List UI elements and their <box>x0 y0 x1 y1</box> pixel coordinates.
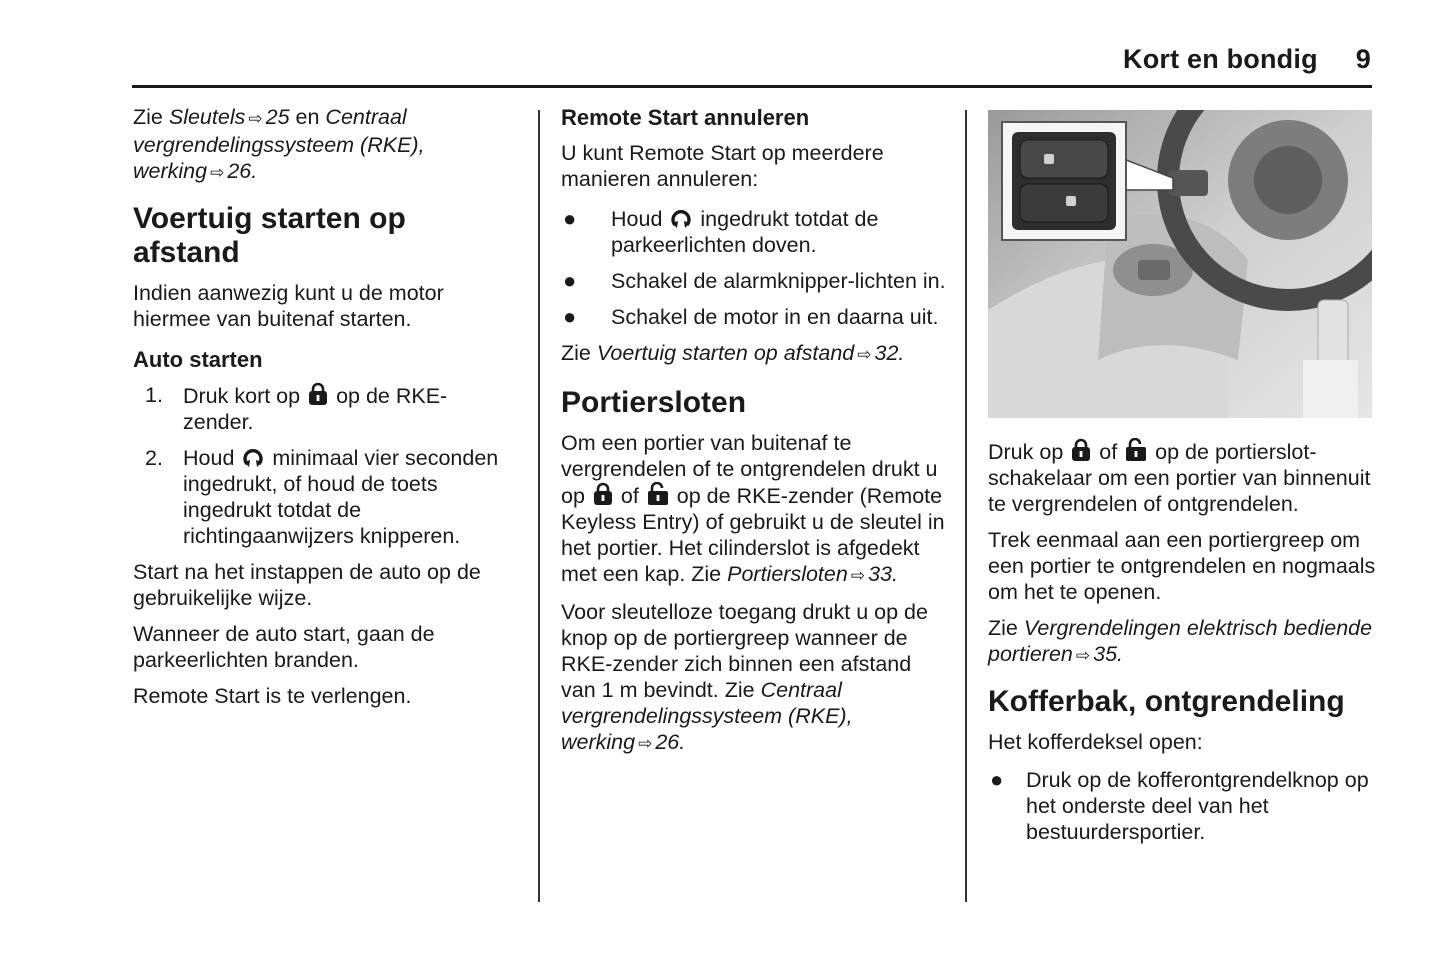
column-divider <box>965 110 967 902</box>
column-divider <box>538 110 540 902</box>
page-ref-arrow-icon: ⇨ <box>638 734 653 753</box>
unlock-icon <box>647 482 669 506</box>
section-heading-portiersloten: Portiersloten <box>561 386 747 419</box>
cancel-item-3: ● Schakel de motor in en daarna uit. <box>563 304 939 329</box>
page-number: 9 <box>1355 44 1371 74</box>
subheading-remote-annuleren: Remote Start annuleren <box>561 105 810 130</box>
paragraph-when-start: Wanneer de auto start, gaan de parkeerlichten branden. <box>133 622 435 672</box>
page-ref-arrow-icon: ⇨ <box>210 163 225 182</box>
start-steps <box>133 382 503 549</box>
remote-start-reference: Zie Voertuig starten op afstand ⇨ 32. <box>561 341 905 365</box>
intro-reference: Zie Sleutels ⇨ 25 en Centraal vergrendelingssysteem (RKE), werking ⇨ 26. <box>133 105 425 183</box>
cancel-item-1: ● Houd ingedrukt totdat de parkeerlichten doven. <box>563 206 879 257</box>
page-ref-arrow-icon: ⇨ <box>850 566 866 585</box>
paragraph-locks: Om een portier van buitenaf te vergrendelen of te ontgrendelen drukt u op of op de RKE-zender (Remote Keyless Entry) of gebruikt u de sleutel in het portier. Het cilinderslot is afgedekt met een kap. Zie Portiersloten ⇨ 33. <box>561 431 945 586</box>
trunk-list <box>988 767 1378 845</box>
running-header <box>1123 44 1371 75</box>
subheading-auto-starten: Auto starten <box>133 347 263 372</box>
section-heading-kofferbak: Kofferbak, ontgrendeling <box>988 685 1345 718</box>
cancel-item-2: ● Schakel de alarmknipper-lichten in. <box>563 268 946 293</box>
page-ref-arrow-icon: ⇨ <box>248 109 263 128</box>
paragraph-cancel: U kunt Remote Start op meerdere manieren annuleren: <box>561 141 884 191</box>
paragraph-remote-intro: Indien aanwezig kunt u de motor hiermee van buitenaf starten. <box>133 281 444 331</box>
step-1: 1. Druk kort op op de RKE-zender. <box>145 383 448 434</box>
step-2: 2. Houd minimaal vier seconden ingedrukt, of houd de toets ingedrukt totdat de richtingaanwijzers knipperen. <box>145 446 499 548</box>
door-panel-illustration <box>988 110 1372 418</box>
lock-icon <box>593 482 613 506</box>
paragraph-press: Druk op of op de portierslot-schakelaar om een portier van binnenuit te vergrendelen of ontgrendelen. <box>988 440 1371 516</box>
door-lock-switch-photo <box>988 110 1372 418</box>
section-heading-remote-start: Voertuig starten op afstand <box>133 202 406 269</box>
column-2 <box>561 104 951 767</box>
page-ref-arrow-icon: ⇨ <box>857 345 872 364</box>
power-locks-reference: Zie Vergrendelingen elektrisch bediende portieren ⇨ 35. <box>988 616 1373 666</box>
header-rule <box>132 85 1372 88</box>
paragraph-trunk: Het kofferdeksel open: <box>988 730 1203 754</box>
remote-start-icon <box>670 207 692 229</box>
paragraph-extend: Remote Start is te verlengen. <box>133 684 412 708</box>
lock-icon <box>308 382 328 406</box>
column-1 <box>133 104 503 719</box>
header-title: Kort en bondig <box>1123 44 1318 74</box>
paragraph-start: Start na het instappen de auto op de gebruikelijke wijze. <box>133 560 481 610</box>
unlock-icon <box>1125 438 1147 462</box>
paragraph-keyless: Voor sleutelloze toegang drukt u op de knop op de portiergreep wanneer de RKE-zender zich binnen een afstand van 1 m bevindt. Zie Centraal vergrendelingssysteem (RKE), werking ⇨ 26. <box>561 600 928 754</box>
trunk-item: ● Druk op de kofferontgrendelknop op het onderste deel van het bestuurdersportier. <box>990 767 1369 844</box>
column-3 <box>988 104 1378 855</box>
paragraph-pull: Trek eenmaal aan een portiergreep om een portier te ontgrendelen en nogmaals om het te openen. <box>988 528 1376 604</box>
page-ref-arrow-icon: ⇨ <box>1075 646 1091 665</box>
remote-start-icon <box>242 446 264 468</box>
cancel-list <box>561 206 951 330</box>
lock-icon <box>1071 438 1091 462</box>
